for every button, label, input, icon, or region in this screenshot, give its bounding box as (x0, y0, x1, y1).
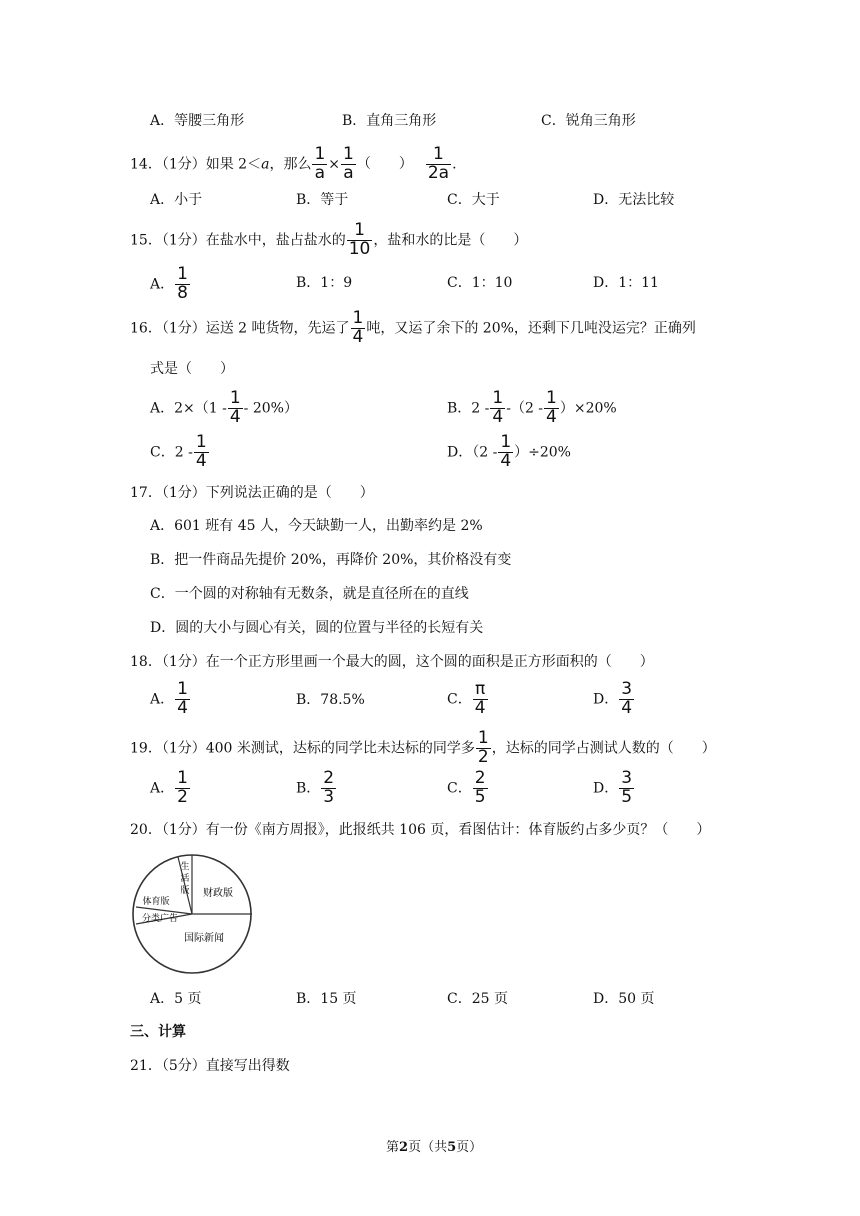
q19-frac: $\frac{1}{2}$ (477, 728, 489, 767)
q14-option-d: D．无法比较 (593, 192, 675, 208)
q14-blank: （ ） (356, 156, 413, 173)
q21-stem: 21．（5分）直接写出得数 (130, 1058, 290, 1074)
q13-option-a: A．等腰三角形 (150, 113, 245, 129)
q13-option-b: B．直角三角形 (342, 113, 437, 129)
q17-option-d: D．圆的大小与圆心有关，圆的位置与半径的长短有关 (150, 620, 484, 636)
q16-option-d: D．（2 - $\frac{1}{4}$ ）÷20% (447, 432, 571, 471)
q14-frac-3: $\frac{1}{2a}$ (427, 144, 450, 183)
q14-option-b: B．等于 (296, 192, 349, 208)
q19-stem: 19．（1分）400 米测试，达标的同学比未达标的同学多 $\frac{1}{2}$ ，达标的同学占测试人数的（ ） (130, 728, 716, 767)
q18-option-b: B．78.5% (296, 692, 365, 708)
q18-stem: 18．（1分）在一个正方形里画一个最大的圆，这个圆的面积是正方形面积的（ ） (130, 654, 654, 670)
q16-option-b: B．2 - $\frac{1}{4}$ -（2 - $\frac{1}{4}$ ）×20% (447, 388, 617, 427)
q14-stem-pre: 14．（1分）如果 2＜ (130, 156, 262, 173)
q17-option-a: A．601 班有 45 人，今天缺勤一人，出勤率约是 2% (150, 518, 483, 534)
q14-option-c: C．大于 (447, 192, 500, 208)
q14-option-a: A．小于 (150, 192, 203, 208)
page-number: 第2页（共5页） (386, 1140, 483, 1155)
q20-pie-figure (130, 852, 254, 976)
pie-label-finance: 财政版 (203, 888, 233, 899)
q18-option-c: C． $\frac{\pi}{4}$ (447, 679, 486, 718)
q16-frac: $\frac{1}{4}$ (352, 308, 364, 347)
q18-option-d: D． $\frac{3}{4}$ (593, 679, 633, 718)
q20-option-b: B．15 页 (296, 991, 357, 1007)
q19-option-a: A． $\frac{1}{2}$ (150, 768, 188, 807)
q14-stem (130, 146, 457, 183)
q15-option-c: C．1：10 (447, 275, 513, 291)
q16-stem: 16．（1分）运送 2 吨货物，先运了 $\frac{1}{4}$ 吨，又运了余下的 20%，还剩下几吨没运完？正确列 (130, 308, 696, 347)
q16-option-c: C．2 - $\frac{1}{4}$ (150, 432, 207, 471)
section-heading: 三、计算 (130, 1024, 186, 1040)
pie-label-life-2: 活 (180, 874, 190, 884)
q19-option-d: D． $\frac{3}{5}$ (593, 768, 633, 807)
q14-end: . (452, 156, 457, 173)
q17-stem: 17．（1分）下列说法正确的是（ ） (130, 485, 374, 501)
pie-label-life-3: 版 (180, 886, 190, 896)
q15-option-d: D．1：11 (593, 275, 659, 291)
q13-option-c: C．锐角三角形 (541, 113, 636, 129)
pie-label-life-1: 生 (180, 862, 190, 872)
q15-option-a: A． $\frac{1}{8}$ (150, 264, 188, 303)
q20-option-a: A．5 页 (150, 991, 202, 1007)
q14-frac-1: $\frac{1}{a}$ (314, 144, 326, 183)
q14-stem-mid: ，那么 (269, 156, 312, 173)
q14-times: × (328, 156, 341, 173)
q16-stem-line2: 式是（ ） (150, 361, 234, 377)
q17-option-c: C．一个圆的对称轴有无数条，就是直径所在的直线 (150, 586, 469, 602)
q15-frac: $\frac{1}{10}$ (348, 220, 371, 259)
q14-var-a: a (261, 156, 270, 173)
pie-label-intl: 国际新闻 (184, 933, 224, 944)
q18-option-a: A． $\frac{1}{4}$ (150, 679, 188, 718)
q20-stem: 20．（1分）有一份《南方周报》，此报纸共 106 页，看图估计：体育版约占多少页？（ ） (130, 822, 711, 838)
pie-label-ads: 分类广告 (141, 914, 179, 924)
q20-option-d: D．50 页 (593, 991, 655, 1007)
q19-option-c: C． $\frac{2}{5}$ (447, 768, 486, 807)
pie-label-sports: 体育版 (142, 897, 170, 907)
q19-option-b: B． $\frac{2}{3}$ (296, 768, 335, 807)
q14-frac-2: $\frac{1}{a}$ (343, 144, 354, 183)
q20-option-c: C．25 页 (447, 991, 508, 1007)
q15-stem: 15．（1分）在盐水中，盐占盐水的 $\frac{1}{10}$ ，盐和水的比是（ ） (130, 220, 528, 259)
q15-option-b: B．1：9 (296, 275, 353, 291)
q17-option-b: B．把一件商品先提价 20%，再降价 20%，其价格没有变 (150, 552, 512, 568)
q16-option-a: A．2×（1 - $\frac{1}{4}$ - 20%） (150, 388, 298, 427)
